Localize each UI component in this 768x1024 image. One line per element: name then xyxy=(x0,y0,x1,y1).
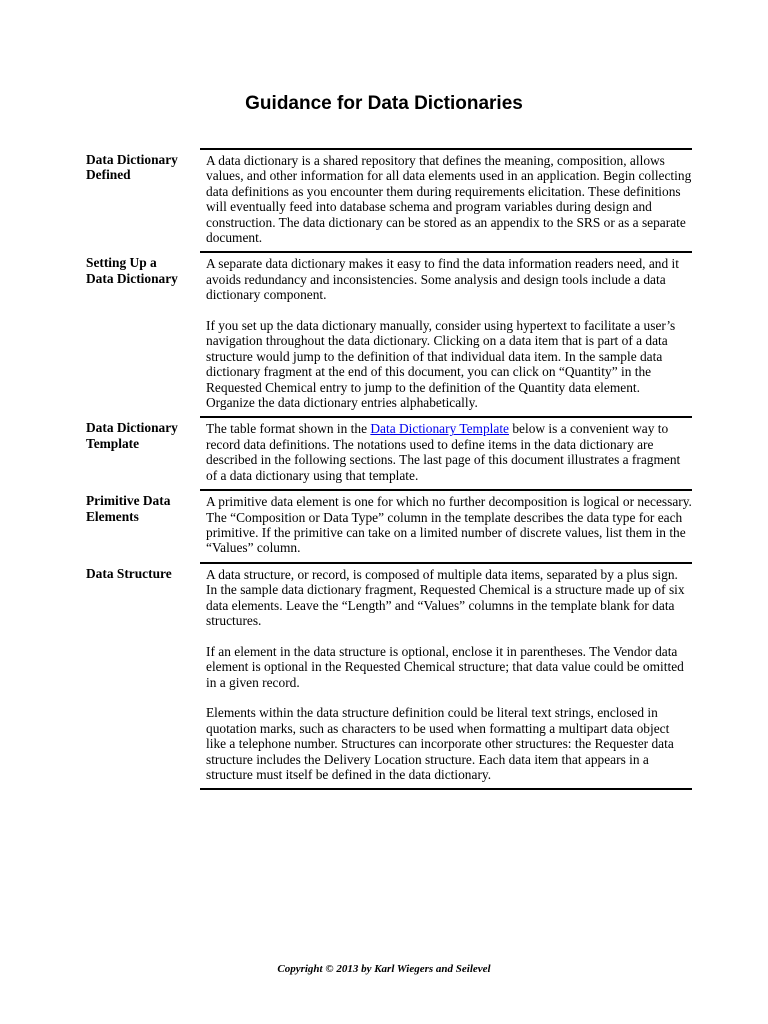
paragraph: If an element in the data structure is optional, enclose it in parentheses. The Vendor data element is optional in the Requested Chemical structure; that data value could be omitted in a given record. xyxy=(206,643,684,690)
paragraph xyxy=(206,421,692,483)
paragraph: A separate data dictionary makes it easy to find the data information readers need, and it avoids redundancy and inconsistencies. Some analysis and design tools include a data dictionary component. xyxy=(206,256,679,303)
section-term: Data Structure xyxy=(86,565,172,581)
section-body xyxy=(200,148,692,251)
paragraph: If you set up the data dictionary manually, consider using hypertext to facilitate a user’s navigation throughout the data dictionary. Clicking on a data item that is part of a data structure would jump to the definition of that individual data item. In the sample data dictionary fragment at the end of this document, you can click on “Quantity” in the Requested Chemical entry to jump to the definition of the Quantity data element. Organize the data dictionary entries alphabetically. xyxy=(206,318,676,411)
paragraph: Elements within the data structure definition could be literal text strings, enclosed in quotation marks, such as characters to be used when formatting a multipart data object like a telephone number. Structures can incorporate other structures: the Requester data structure includes the Delivery Location structure. Each data item that appears in a structure must itself be defined in the data dictionary. xyxy=(206,705,674,782)
section-data-dictionary-defined xyxy=(86,148,692,251)
section-term: Data Dictionary Template xyxy=(86,420,178,451)
guidance-sections xyxy=(86,148,692,790)
section-primitive-data-elements xyxy=(86,489,692,562)
copyright-footer: Copyright © 2013 by Karl Wiegers and Seilevel xyxy=(277,963,491,975)
section-setting-up-data-dictionary xyxy=(86,251,692,416)
paragraph-text: The table format shown in the xyxy=(206,421,371,437)
section-term: Setting Up a Data Dictionary xyxy=(86,255,178,286)
paragraph: A data structure, or record, is composed of multiple data items, separated by a plus sign. In the sample data dictionary fragment, Requested Chemical is a structure made up of six data elements. Leave the “Length” and “Values” columns in the template blank for data structures. xyxy=(206,566,685,628)
section-body xyxy=(200,251,692,416)
bottom-rule xyxy=(200,788,692,790)
section-term: Primitive Data Elements xyxy=(86,493,171,524)
section-body xyxy=(200,489,692,562)
section-data-dictionary-template xyxy=(86,416,692,489)
data-dictionary-template-link[interactable]: Data Dictionary Template xyxy=(370,421,509,437)
section-body xyxy=(200,416,692,489)
paragraph: A primitive data element is one for which no further decomposition is logical or necessary. The “Composition or Data Type” column in the template describes the data type for each primitive. If the primitive can take on a limited number of discrete values, list them in the “Values” column. xyxy=(206,494,692,556)
section-body xyxy=(200,562,692,789)
paragraph: A data dictionary is a shared repository that defines the meaning, composition, allows values, and other information for all data elements used in an application. Begin collecting data definitions as you encounter them during requirements elicitation. These definitions will eventually feed into database schema and program variables during design and construction. The data dictionary can be stored as an appendix to the SRS or as a separate document. xyxy=(206,153,692,246)
page-title: Guidance for Data Dictionaries xyxy=(245,93,523,114)
section-data-structure xyxy=(86,562,692,789)
paragraph-text: below is a convenient way to record data definitions. The notations used to define items in the data dictionary are described in the following sections. The last page of this document illustrates a fragment of a data dictionary using that template. xyxy=(206,421,681,483)
section-term: Data Dictionary Defined xyxy=(86,152,178,183)
